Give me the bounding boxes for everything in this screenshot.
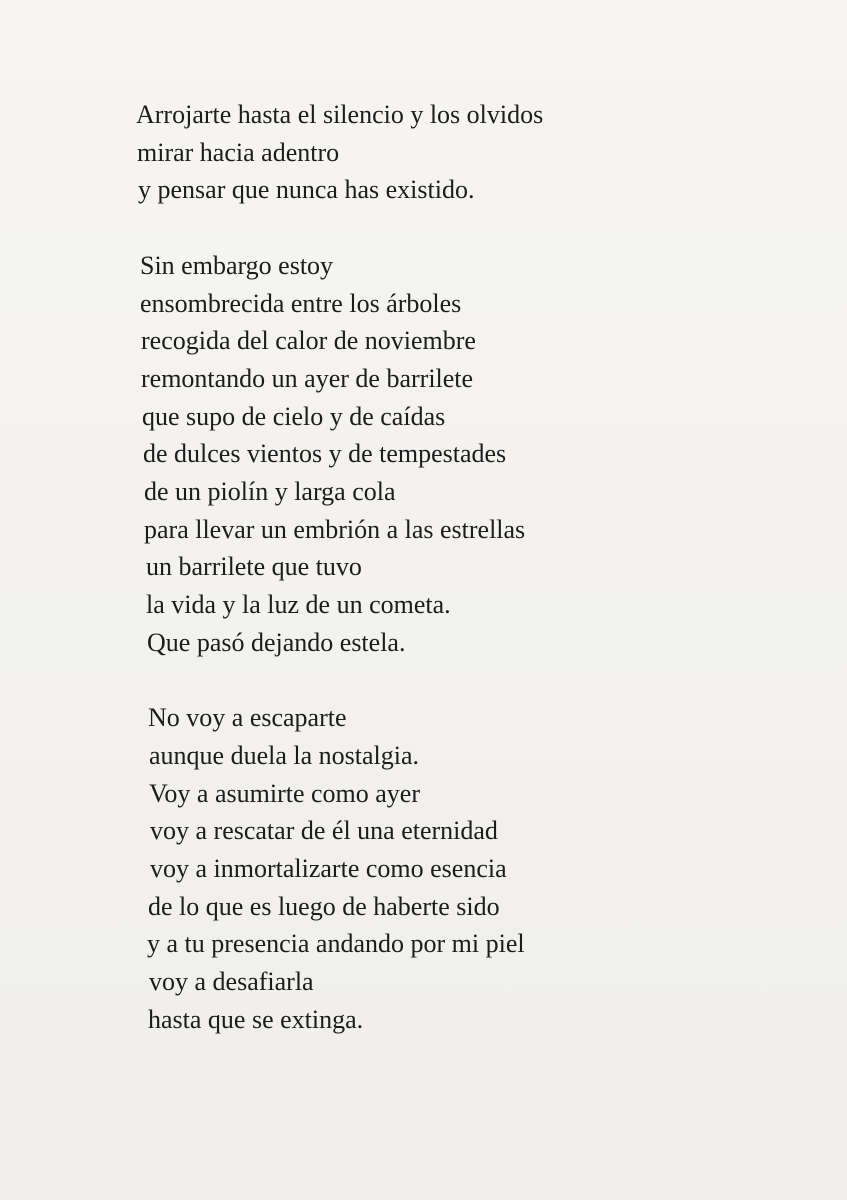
poem-line: ensombrecida entre los árboles [140,288,462,318]
poem-line: y a tu presencia andando por mi piel [147,929,525,959]
poem-line: y pensar que nunca has existido. [138,175,475,205]
poem-line: aunque duela la nostalgia. [149,740,420,770]
poem-line: Sin embargo estoy [140,250,334,280]
poem-line: voy a desafiarla [149,967,314,997]
poem-line: Que pasó dejando estela. [147,627,406,657]
poem-line: de dulces vientos y de tempestades [143,439,507,469]
stanza-break [136,662,756,700]
poem-line: No voy a escaparte [148,703,347,733]
poem-text [136,96,756,1039]
stanza-2 [136,247,756,662]
poem-line: recogida del calor de noviembre [141,326,476,356]
stanza-1 [136,96,756,209]
poem-line: remontando un ayer de barrilete [141,363,474,393]
poem-line: Voy a asumirte como ayer [149,778,420,808]
poem-line: mirar hacia adentro [137,137,340,167]
poem-line: Arrojarte hasta el silencio y los olvidos [136,100,544,129]
poem-line: voy a rescatar de él una eternidad [150,816,498,846]
poem-line: hasta que se extinga. [148,1004,364,1034]
poem-line: que supo de cielo y de caídas [142,401,446,431]
stanza-3 [136,699,756,1038]
poem-line: de un piolín y larga cola [144,477,396,507]
poem-line: de lo que es luego de haberte sido [148,891,500,921]
poem-line: la vida y la luz de un cometa. [146,590,451,620]
poem-line: un barrilete que tuvo [146,552,362,582]
poem-line: para llevar un embrión a las estrellas [144,514,526,544]
stanza-break [136,209,756,247]
poem-line: voy a inmortalizarte como esencia [150,854,507,884]
